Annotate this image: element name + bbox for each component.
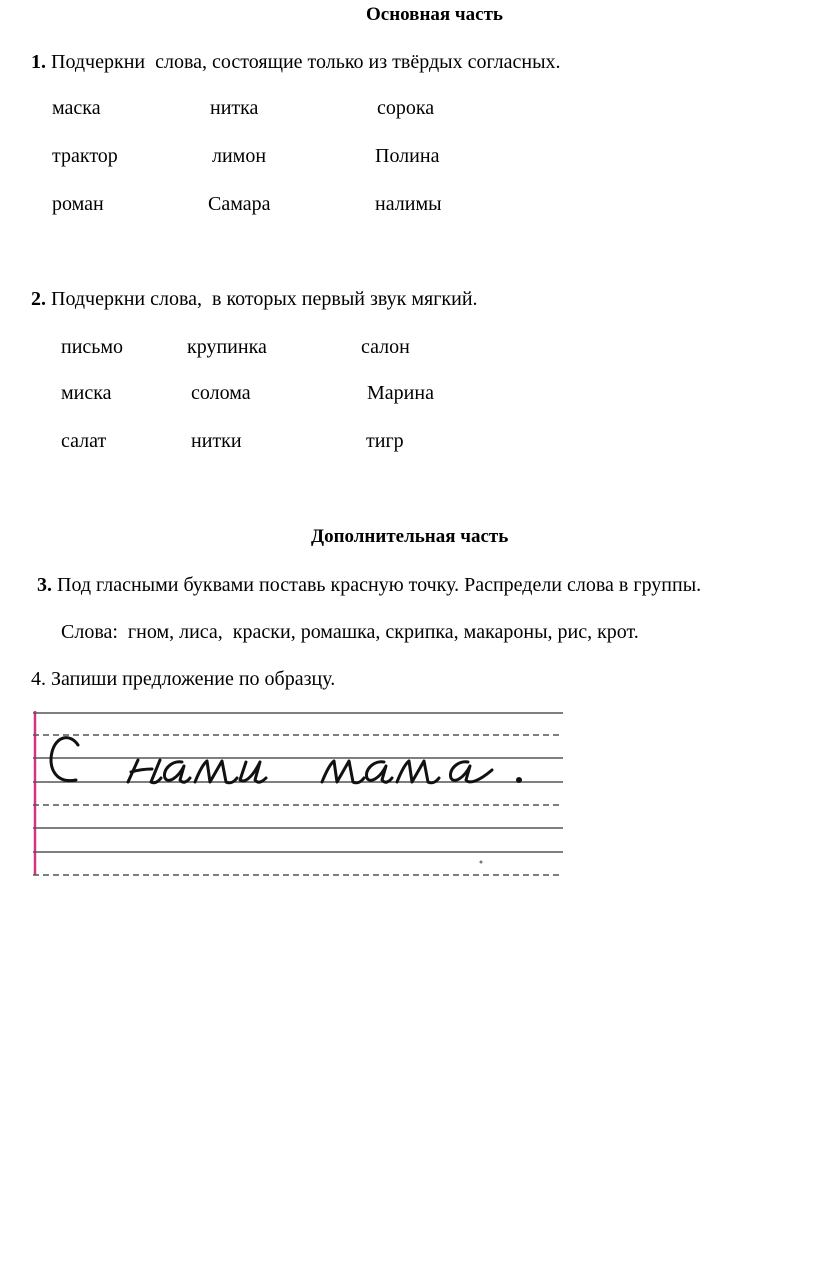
task1-text: Подчеркни слова, состоящие только из твёрдых согласных. bbox=[51, 51, 561, 73]
task1-word: Самара bbox=[208, 193, 271, 215]
task2-text: Подчеркни слова, в которых первый звук мягкий. bbox=[51, 288, 478, 310]
extra-section-title: Дополнительная часть bbox=[311, 526, 509, 547]
cursive-sample bbox=[51, 738, 492, 783]
task2-word: миска bbox=[61, 382, 112, 404]
task3-number: 3. bbox=[37, 574, 52, 596]
task3-words: Слова: гном, лиса, краски, ромашка, скрипка, макароны, рис, крот. bbox=[61, 621, 639, 643]
stray-dot bbox=[480, 861, 483, 864]
task1-number: 1. bbox=[31, 51, 46, 73]
task1-word: трактор bbox=[52, 145, 118, 167]
task2-word: солома bbox=[191, 382, 251, 404]
task1-word: лимон bbox=[212, 145, 267, 167]
task2-number: 2. bbox=[31, 288, 46, 310]
task2-word: нитки bbox=[191, 430, 242, 452]
task2-word: крупинка bbox=[187, 336, 267, 358]
task2-word: Марина bbox=[367, 382, 434, 404]
task2-word: салат bbox=[61, 430, 107, 452]
task2-word: письмо bbox=[61, 336, 124, 358]
task1-word: нитка bbox=[210, 97, 259, 119]
main-section-title: Основная часть bbox=[366, 4, 503, 25]
task1-word: налимы bbox=[375, 193, 442, 215]
task3-text: Под гласными буквами поставь красную точку. Распредели слова в группы. bbox=[57, 574, 702, 596]
task1-word: маска bbox=[52, 97, 101, 119]
task2-word: тигр bbox=[366, 430, 404, 452]
task4-text: 4. Запиши предложение по образцу. bbox=[31, 668, 336, 690]
task2-word: салон bbox=[361, 336, 410, 358]
task1-word: сорока bbox=[377, 97, 435, 119]
task1-word: Полина bbox=[375, 145, 440, 167]
task1-word: роман bbox=[52, 193, 104, 215]
cursive-period bbox=[516, 777, 522, 783]
